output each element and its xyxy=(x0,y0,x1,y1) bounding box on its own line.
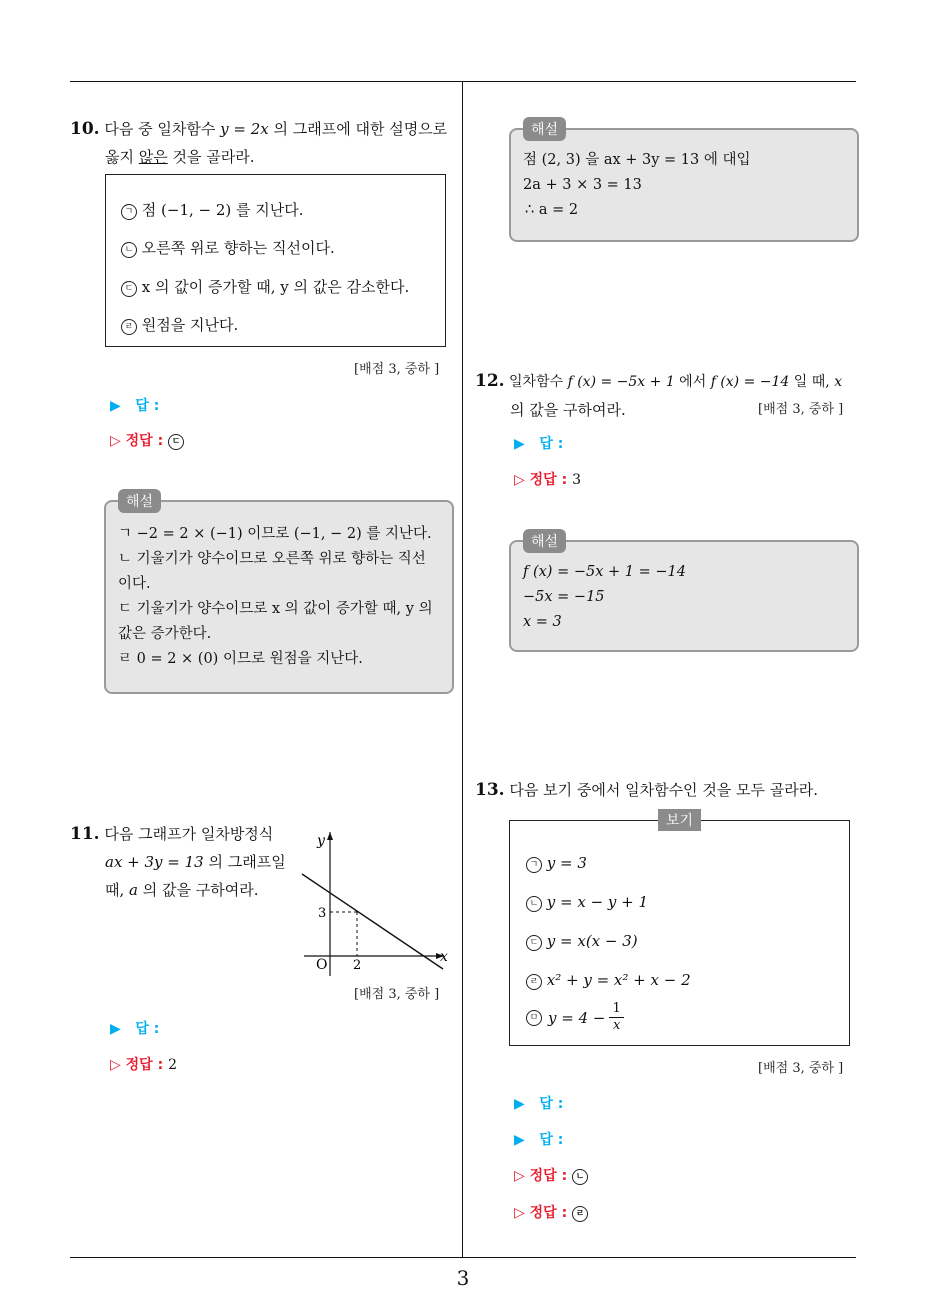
choice-text: y = x − y + 1 xyxy=(546,893,649,911)
choice-text: x 의 값이 증가할 때, y 의 값은 감소한다. xyxy=(141,278,410,296)
page-number: 3 xyxy=(456,1266,470,1290)
column-divider xyxy=(462,81,463,1257)
score-tag: [배점 3, 중하 ] xyxy=(758,1061,844,1076)
solution-line: 2a + 3 × 3 = 13 xyxy=(523,177,642,193)
solution-line: 점 (2, 3) 을 ax + 3y = 13 에 대입 xyxy=(523,152,751,168)
correct-value: 3 xyxy=(572,472,581,488)
question-number: 10. xyxy=(70,119,100,139)
question-text: 의 그래프에 대한 설명으로 xyxy=(268,120,448,138)
choice-mark: ㄴ xyxy=(526,896,542,912)
correct-label: 정답 : xyxy=(529,472,568,488)
question-text: 다음 중 일차함수 xyxy=(104,120,221,138)
solution-line: x = 3 xyxy=(523,614,562,630)
answer-label: 답 : xyxy=(539,436,564,452)
choice-item xyxy=(526,853,587,873)
play-triangle-icon: ▶ xyxy=(514,1132,525,1148)
choice-text: 원점을 지난다. xyxy=(141,316,239,334)
outline-triangle-icon: ▷ xyxy=(514,472,525,488)
score-tag: [배점 3, 중하 ] xyxy=(354,987,440,1002)
choice-text: y = x(x − 3) xyxy=(546,932,638,950)
choice-item xyxy=(121,238,335,258)
question-number: 12. xyxy=(475,371,505,391)
outline-triangle-icon: ▷ xyxy=(514,1205,525,1221)
correct-answer-line xyxy=(514,1202,588,1222)
bogi-label: 보기 xyxy=(658,809,701,831)
solution-line: −5x = −15 xyxy=(523,589,605,605)
choice-item xyxy=(121,315,238,335)
solution-box xyxy=(104,494,454,694)
solution-label: 해설 xyxy=(523,529,566,553)
question-text: 다음 그래프가 일차방정식 xyxy=(104,825,274,843)
choice-item xyxy=(526,1001,624,1034)
solution-line: ㄹ 0 = 2 × (0) 이므로 원점을 지난다. xyxy=(118,651,363,667)
solution-label: 해설 xyxy=(523,117,566,141)
underlined-word: 않은 xyxy=(138,148,168,166)
correct-label: 정답 : xyxy=(529,1205,568,1221)
solution-body xyxy=(118,522,448,672)
answer-label: 답 : xyxy=(135,1021,160,1037)
line-graph xyxy=(296,826,456,976)
solution-line: f (x) = −5x + 1 = −14 xyxy=(523,564,686,580)
origin-label: O xyxy=(316,957,328,973)
answer-line xyxy=(514,1129,563,1149)
choice-item xyxy=(526,931,638,951)
correct-answer-line xyxy=(514,469,581,489)
solution-body xyxy=(523,148,853,223)
choice-mark: ㄷ xyxy=(121,281,137,297)
answer-line xyxy=(110,395,159,415)
question-text: 의 그래프일 xyxy=(203,853,286,871)
correct-label: 정답 : xyxy=(125,1057,164,1073)
x-tick-label: 2 xyxy=(353,958,362,973)
question-text: 다음 보기 중에서 일차함수인 것을 모두 골라라. xyxy=(509,781,819,799)
question-text: 때, xyxy=(105,881,130,899)
solution-line: ∴ a = 2 xyxy=(525,202,579,218)
correct-value: ㄷ xyxy=(168,434,184,450)
solution-box xyxy=(509,534,859,652)
math-expression: y = 2x xyxy=(220,120,269,138)
play-triangle-icon: ▶ xyxy=(514,436,525,452)
solution-box xyxy=(509,122,859,242)
solution-label: 해설 xyxy=(118,489,161,513)
correct-answer-line xyxy=(514,1165,588,1185)
bottom-rule xyxy=(70,1257,856,1258)
math-expression: f (x) = −5x + 1 xyxy=(567,374,675,390)
choice-mark: ㄹ xyxy=(526,974,542,990)
answer-label: 답 : xyxy=(539,1096,564,1112)
choice-text: 점 (−1, − 2) 를 지난다. xyxy=(141,201,304,219)
answer-label: 답 : xyxy=(539,1132,564,1148)
math-expression: ax + 3y = 13 xyxy=(105,853,204,871)
choice-mark: ㄱ xyxy=(121,204,137,220)
play-triangle-icon: ▶ xyxy=(110,398,121,414)
choice-item xyxy=(121,277,409,297)
question-13 xyxy=(475,776,860,804)
y-axis-label: y xyxy=(317,833,325,849)
outline-triangle-icon: ▷ xyxy=(110,433,121,449)
solution-body xyxy=(523,560,853,635)
fraction-denominator: x xyxy=(612,1018,621,1033)
question-number: 11. xyxy=(70,824,100,844)
choices-box xyxy=(105,174,446,347)
choice-item xyxy=(121,200,304,220)
answer-line xyxy=(514,1093,563,1113)
play-triangle-icon: ▶ xyxy=(110,1021,121,1037)
y-axis-arrow-icon xyxy=(327,832,333,840)
solution-line: ㄱ −2 = 2 × (−1) 이므로 (−1, − 2) 를 지난다. xyxy=(118,526,432,542)
correct-value: 2 xyxy=(168,1057,177,1073)
top-rule xyxy=(70,81,856,82)
choice-item xyxy=(526,892,648,912)
question-number: 13. xyxy=(475,780,505,800)
choice-text: 오른쪽 위로 향하는 직선이다. xyxy=(141,239,335,257)
choice-text: y = 4 − xyxy=(548,1008,606,1027)
correct-answer-line xyxy=(110,1054,177,1074)
choice-mark: ㅁ xyxy=(526,1010,542,1026)
choice-mark: ㄷ xyxy=(526,935,542,951)
math-expression: a xyxy=(129,881,138,899)
question-11 xyxy=(70,820,300,904)
outline-triangle-icon: ▷ xyxy=(110,1057,121,1073)
answer-line xyxy=(110,1018,159,1038)
choice-text: x² + y = x² + x − 2 xyxy=(546,971,691,989)
math-expression: x xyxy=(834,374,843,390)
question-text: 의 값을 구하여라. xyxy=(137,881,259,899)
fraction xyxy=(609,1001,623,1034)
answer-line xyxy=(514,433,563,453)
solution-line: 값은 증가한다. xyxy=(118,626,212,642)
question-text: 에서 xyxy=(674,374,711,390)
solution-line: ㄴ 기울기가 양수이므로 오른쪽 위로 향하는 직선 xyxy=(118,551,426,567)
x-axis-label: x xyxy=(440,949,448,965)
question-text: 일차함수 xyxy=(509,374,568,390)
play-triangle-icon: ▶ xyxy=(514,1096,525,1112)
choice-item xyxy=(526,970,691,990)
choice-mark: ㄱ xyxy=(526,857,542,873)
solution-line: ㄷ 기울기가 양수이므로 x 의 값이 증가할 때, y 의 xyxy=(118,601,433,617)
choice-text: y = 3 xyxy=(546,854,587,872)
correct-label: 정답 : xyxy=(529,1168,568,1184)
y-tick-label: 3 xyxy=(318,906,327,921)
math-expression: f (x) = −14 xyxy=(710,374,790,390)
correct-value: ㄹ xyxy=(572,1206,588,1222)
correct-value: ㄴ xyxy=(572,1169,588,1185)
outline-triangle-icon: ▷ xyxy=(514,1168,525,1184)
choice-mark: ㄴ xyxy=(121,242,137,258)
bogi-box xyxy=(509,813,850,1046)
question-text: 일 때, xyxy=(789,374,835,390)
answer-label: 답 : xyxy=(135,398,160,414)
score-tag: [배점 3, 중하 ] xyxy=(354,362,440,377)
question-text: 옳지 xyxy=(105,148,139,166)
correct-label: 정답 : xyxy=(125,433,164,449)
graph-line xyxy=(302,874,443,969)
choice-mark: ㄹ xyxy=(121,319,137,335)
fraction-numerator: 1 xyxy=(609,1001,623,1018)
solution-line: 이다. xyxy=(118,576,151,592)
question-text: 것을 골라라. xyxy=(167,148,255,166)
score-tag: [배점 3, 중하 ] xyxy=(758,402,844,417)
correct-answer-line xyxy=(110,430,184,450)
question-text: 의 값을 구하여라. xyxy=(510,401,626,419)
question-10 xyxy=(70,115,460,171)
